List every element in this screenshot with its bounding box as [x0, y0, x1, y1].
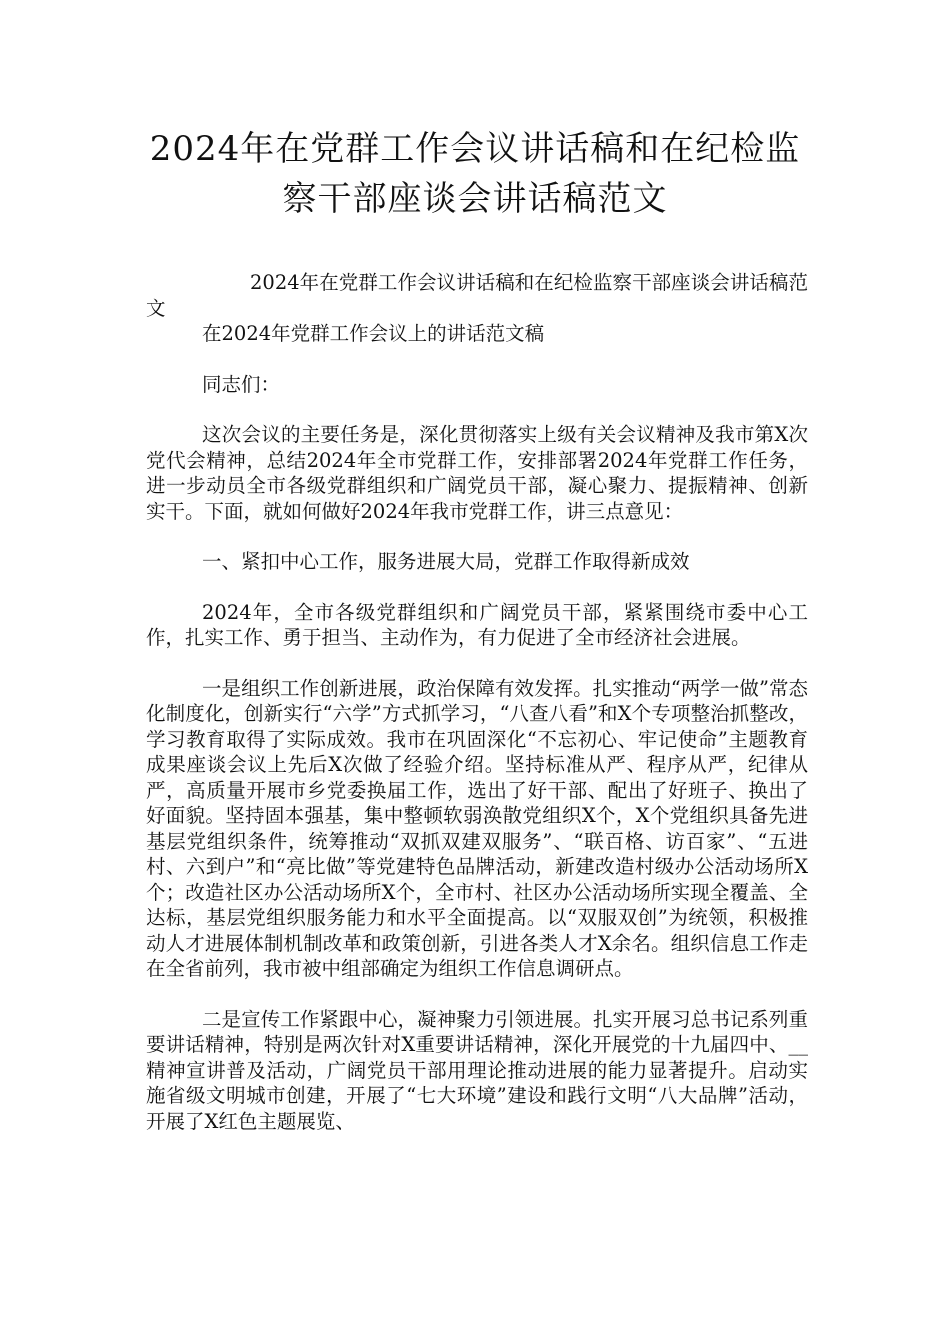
- document-body: [146, 270, 808, 1134]
- salutation: 同志们：: [202, 372, 281, 396]
- paragraph-point-2: 二是宣传工作紧跟中心，凝神聚力引领进展。扎实开展习总书记系列重要讲话精神，特别是两次针对X重要讲话精神，深化开展党的十九届四中、__精神宣讲普及活动，广阔党员干部用理论推动进展的能力显著提升。启动实施省级文明城市创建，开展了“七大环境”建设和践行文明“八大品牌”活动，开展了X红色主题展览、: [146, 1007, 808, 1133]
- paragraph-intro: 这次会议的主要任务是，深化贯彻落实上级有关会议精神及我市第X次党代会精神，总结2024年全市党群工作，安排部署2024年党群工作任务，进一步动员全市各级党群组织和广阔党员干部，凝心聚力、提振精神、创新实干。下面，就如何做好2024年我市党群工作，讲三点意见：: [146, 423, 808, 523]
- paragraph-point-1: 一是组织工作创新进展，政治保障有效发挥。扎实推动“两学一做”常态化制度化，创新实行“六学”方式抓学习，“八查八看”和X个专项整治抓整改，学习教育取得了实际成效。我市在巩固深化“不忘初心、牢记使命”主题教育成果座谈会议上先后X次做了经验介绍。坚持标准从严、程序从严，纪律从严，高质量开展市乡党委换届工作，选出了好干部、配出了好班子、换出了好面貌。坚持固本强基，集中整顿软弱涣散党组织X个，X个党组织具备先进基层党组织条件，统筹推动“双抓双建双服务”、“联百格、访百家”、“五进村、六到户”和“亮比做”等党建特色品牌活动，新建改造村级办公活动场所X个；改造社区办公活动场所X个，全市村、社区办公活动场所实现全覆盖、全达标，基层党组织服务能力和水平全面提高。以“双服双创”为统领，积极推动人才进展体制机制改革和政策创新，引进各类人才X余名。组织信息工作走在全省前列，我市被中组部确定为组织工作信息调研点。: [146, 676, 808, 980]
- section-heading-1: 一、紧扣中心工作，服务进展大局，党群工作取得新成效: [202, 550, 690, 573]
- document-title: [120, 124, 830, 224]
- title-line-2: 察干部座谈会讲话稿范文: [282, 179, 668, 219]
- title-line-1: 2024年在党群工作会议讲话稿和在纪检监: [149, 129, 801, 169]
- subtitle: 2024年在党群工作会议讲话稿和在纪检监察干部座谈会讲话稿范文: [146, 271, 808, 320]
- paragraph-section1-intro: 2024年，全市各级党群组织和广阔党员干部，紧紧围绕市委中心工作，扎实工作、勇于担当、主动作为，有力促进了全市经济社会进展。: [146, 600, 808, 649]
- speech-title: 在2024年党群工作会议上的讲话范文稿: [202, 322, 545, 345]
